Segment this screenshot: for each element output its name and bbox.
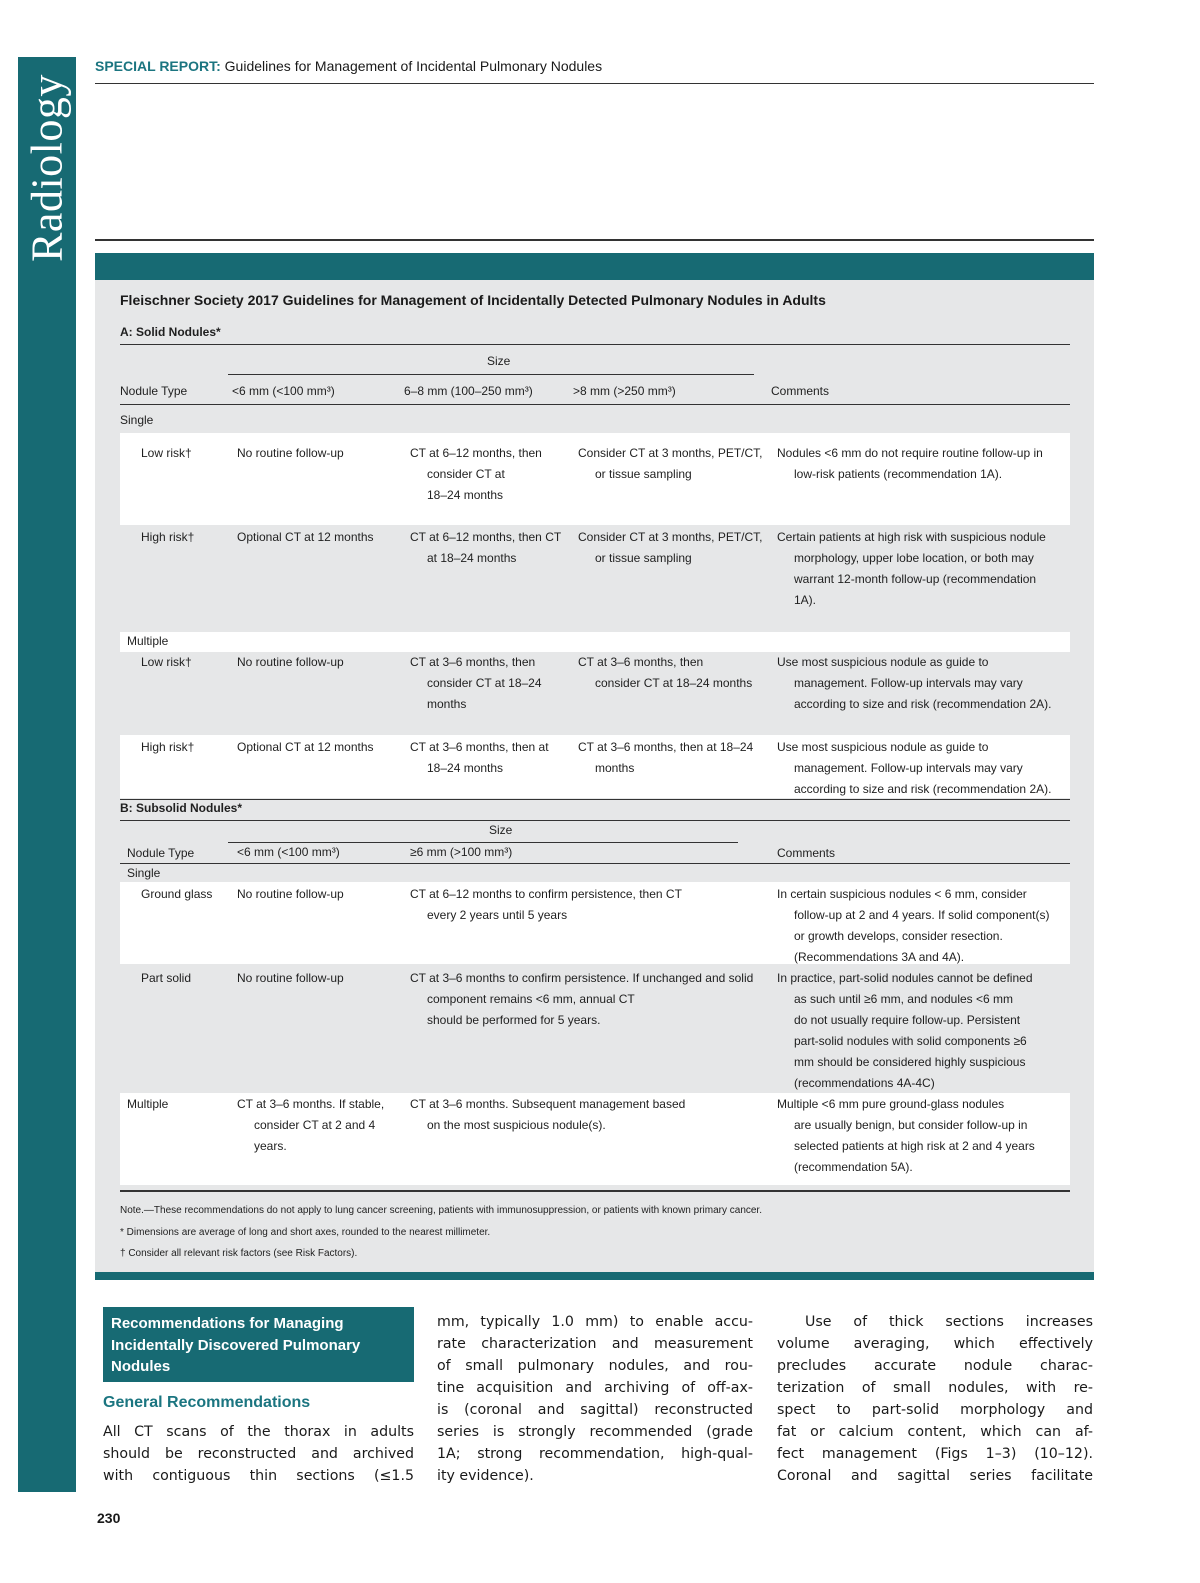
row-cell: CT at 6–12 months, then CT at 18–24 months [410,530,562,565]
row-type: Low risk† [141,655,192,669]
col-header-large: >8 mm (>250 mm³) [573,384,676,398]
col-header-large: ≥6 mm (>100 mm³) [410,845,513,859]
row-cell: Optional CT at 12 months [237,530,374,544]
size-label: Size [487,354,511,368]
size-label: Size [489,823,513,837]
row-cell: Optional CT at 12 months [237,740,374,754]
row-type: High risk† [141,740,195,754]
header-rule [95,83,1094,84]
row-type: Part solid [141,971,192,985]
row-cell: No routine follow-up [237,887,344,901]
col-header-small: <6 mm (<100 mm³) [237,845,340,859]
table-footnote: * Dimensions are average of long and short axes, rounded to the nearest millimeter. [120,1227,491,1238]
section-heading-box [103,1307,414,1382]
row-cell: Multiple <6 mm pure ground-glass nodules are usually benign, but consider follow-up in selected patients at high risk at 2 and 4 years (recommendation 5A). [777,1097,1035,1174]
divider [120,344,1070,345]
row-cell: No routine follow-up [237,446,344,460]
body-column-1: All CT scans of the thorax in adults should be reconstructed and archived with contiguous thin sections (≤1.5 [103,1424,414,1484]
row-type: Multiple [127,1097,169,1111]
section-heading-line: Incidentally Discovered Pulmonary [111,1336,361,1354]
divider [120,863,1070,864]
row-cell: Consider CT at 3 months, PET/CT, or tissue sampling [578,446,763,481]
section-rule [95,239,1094,241]
running-header [95,58,602,74]
row-type: Low risk† [141,446,192,460]
row-type: High risk† [141,530,195,544]
row-cell: In certain suspicious nodules < 6 mm, consider follow-up at 2 and 4 years. If solid component(s) or growth develops, consider resection. (Recommendations 3A and 4A). [777,887,1050,964]
row-cell: Use most suspicious nodule as guide to management. Follow-up intervals may vary according to size and risk (recommendation 2A). [777,655,1052,711]
journal-spine [18,57,76,1492]
row-cell: In practice, part-solid nodules cannot be defined as such until ≥6 mm, and nodules <6 mm do not usually require follow-up. Persistent part-solid nodules with solid components ≥6 mm should be considered highly suspicious (recommendations 4A-4C) [777,971,1033,1090]
col-header-type: Nodule Type [120,384,188,398]
divider [120,1190,1070,1192]
row-cell: CT at 3–6 months, then consider CT at 18–24 months [578,655,753,690]
header-tag: SPECIAL REPORT: [95,58,221,74]
table-row [120,632,1070,652]
subsection-heading: General Recommendations [103,1394,311,1411]
col-header-comments: Comments [771,384,830,398]
row-cell: Certain patients at high risk with suspicious nodule morphology, upper lobe location, or both may warrant 12-month follow-up (recommendation 1A). [777,530,1046,607]
table-note: Note.—These recommendations do not apply to lung cancer screening, patients with immunosuppression, or patients with known primary cancer. [120,1205,762,1216]
row-cell: Consider CT at 3 months, PET/CT, or tissue sampling [578,530,763,565]
section-heading-line: Nodules [111,1358,171,1375]
row-cell: No routine follow-up [237,655,344,669]
divider [120,404,1070,405]
group-single: Single [120,413,154,427]
row-cell: CT at 6–12 months to confirm persistence, then CT every 2 years until 5 years [410,887,682,922]
row-cell: Nodules <6 mm do not require routine follow-up in low-risk patients (recommendation 1A). [777,446,1043,481]
row-cell: CT at 3–6 months. Subsequent management based on the most suspicious nodule(s). [410,1097,686,1132]
col-header-small: <6 mm (<100 mm³) [232,384,335,398]
col-header-mid: 6–8 mm (100–250 mm³) [404,384,533,398]
row-cell: CT at 3–6 months, then consider CT at 18–24 months [410,655,542,711]
journal-name: Radiology [22,74,72,262]
group-single: Single [127,866,161,880]
row-type: Ground glass [141,887,213,901]
row-cell: CT at 3–6 months. If stable, consider CT at 2 and 4 years. [237,1097,385,1153]
row-cell: Use most suspicious nodule as guide to management. Follow-up intervals may vary according to size and risk (recommendation 2A). [777,740,1052,796]
row-cell: CT at 3–6 months, then at 18–24 months [578,740,754,775]
row-cell: CT at 3–6 months to confirm persistence. If unchanged and solid component remains <6 mm, annual CT should be performed for 5 years. [410,971,754,1027]
row-cell: CT at 3–6 months, then at 18–24 months [410,740,549,775]
size-underline [228,374,754,375]
body-column-3: Use of thick sections increases volume averaging, which effectively precludes accurate nodule charac- terization of small nodules, with re- spect to part-solid morphology and fat or calcium content, which can af- fect management (Figs 1–3) (10–12). Coronal and sagittal series facilitate [777,1314,1093,1484]
table-footnote: † Consider all relevant risk factors (see Risk Factors). [120,1248,358,1259]
section-b-title: B: Subsolid Nodules* [120,801,243,815]
section-a-title: A: Solid Nodules* [120,325,221,339]
section-heading-line: Recommendations for Managing [111,1315,344,1332]
row-cell: No routine follow-up [237,971,344,985]
body-column-2: mm, typically 1.0 mm) to enable accu- rate characterization and measurement of small pulmonary nodules, and rou- tine acquisition and archiving of off-ax- is (coronal and sagittal) reconstructed series is strongly recommended (grade 1A; strong recommendation, high-qual- ity evidence). [437,1314,753,1484]
page-number: 230 [97,1510,121,1526]
col-header-comments: Comments [777,846,836,860]
row-cell: CT at 6–12 months, then consider CT at 18–24 months [410,446,542,502]
divider [120,820,1070,821]
col-header-type: Nodule Type [127,846,195,860]
table-title: Fleischner Society 2017 Guidelines for Management of Incidentally Detected Pulmonary Nodules in Adults [120,292,826,308]
header-title: Guidelines for Management of Incidental Pulmonary Nodules [224,58,603,74]
divider [120,799,1070,800]
group-multiple: Multiple [127,634,169,648]
